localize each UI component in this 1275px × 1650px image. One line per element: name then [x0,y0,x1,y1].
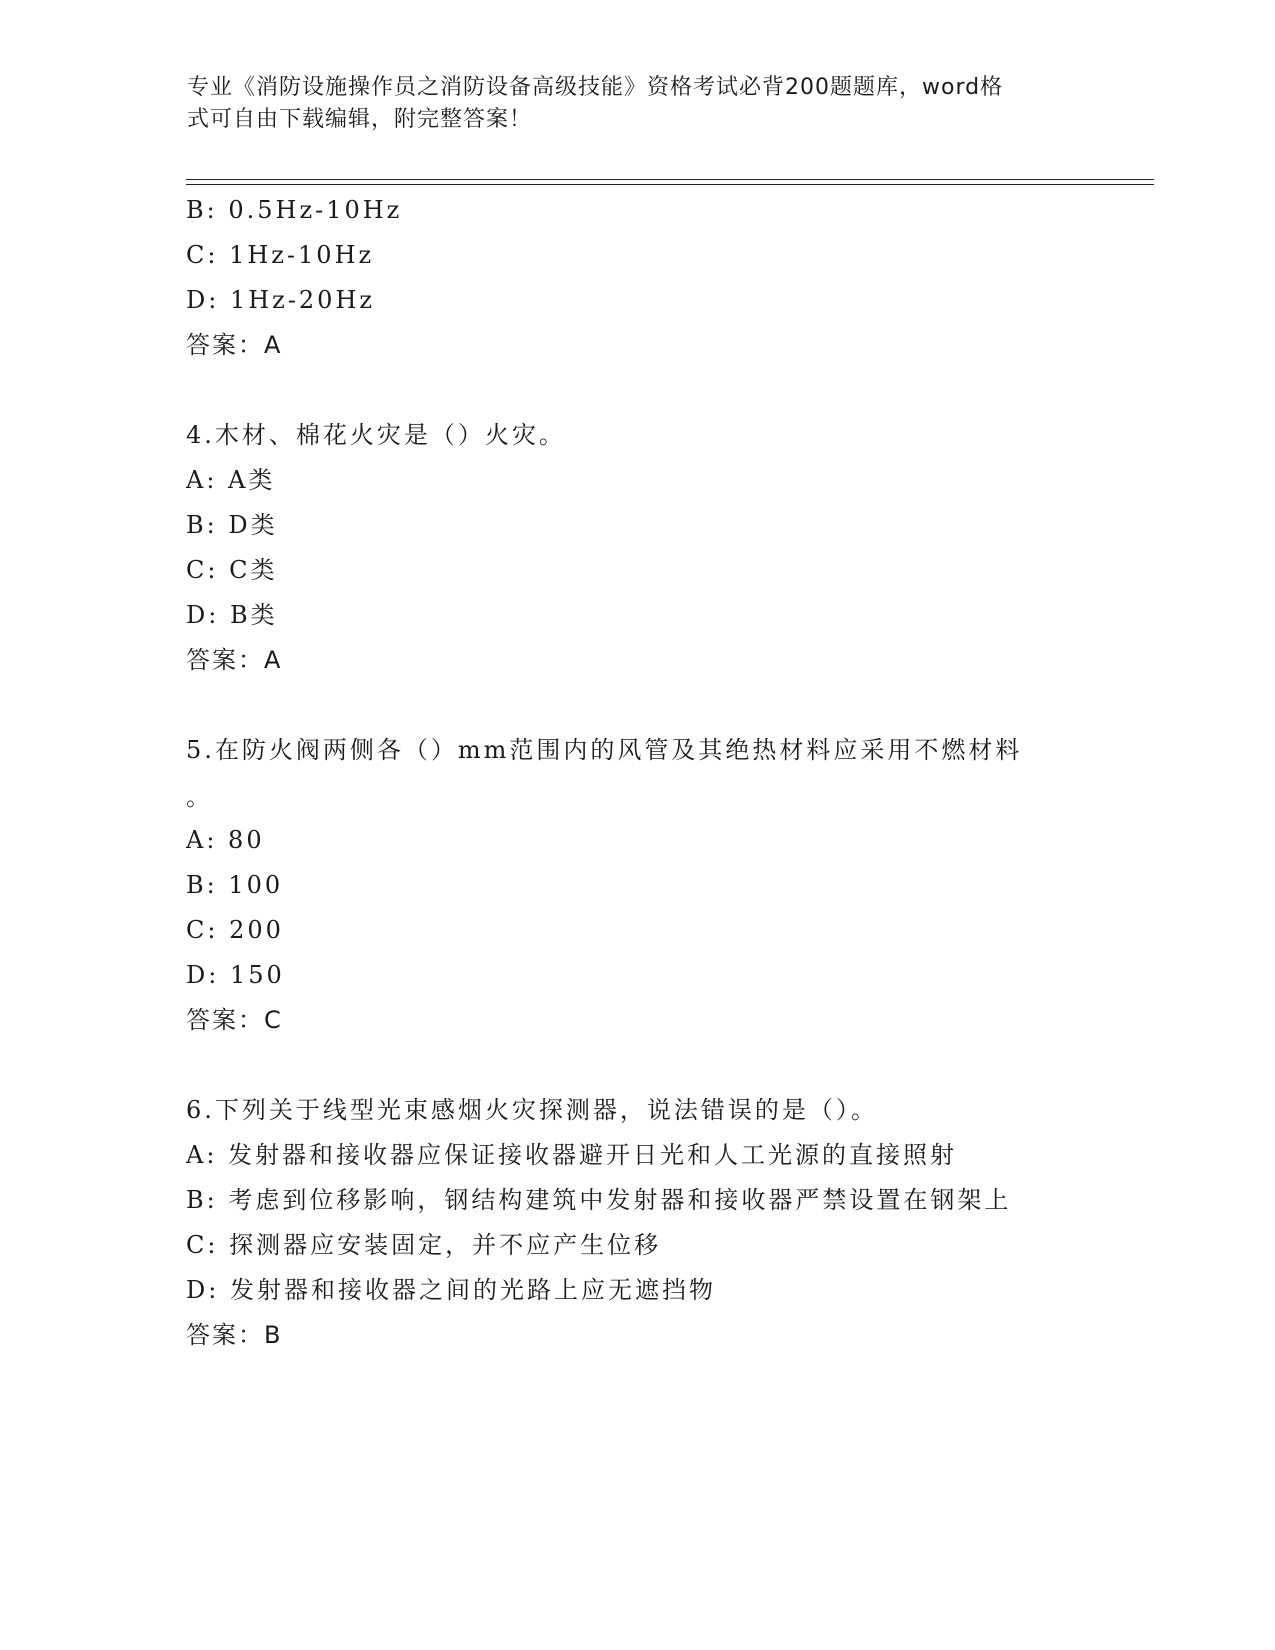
q6-option-b: B: 考虑到位移影响，钢结构建筑中发射器和接收器严禁设置在钢架上 [186,1186,1012,1214]
q5-option-b: B: 100 [186,871,284,899]
q5-answer: 答案：C [186,1006,283,1034]
q4-option-c: C: C类 [186,556,278,584]
q4-option-a: A: A类 [186,466,276,494]
header-line-1: 专业《消防设施操作员之消防设备高级技能》资格考试必背200题题库，word格 [187,75,1004,100]
q3-answer: 答案：A [186,331,283,359]
q6-answer: 答案：B [186,1321,283,1349]
q6-option-a: A: 发射器和接收器应保证接收器避开日光和人工光源的直接照射 [186,1141,958,1169]
document-header [187,72,1067,136]
q6-question: 6.下列关于线型光束感烟火灾探测器，说法错误的是（）。 [186,1096,878,1124]
q4-option-b: B: D类 [186,511,278,539]
q4-question: 4.木材、棉花火灾是（）火灾。 [186,421,566,449]
header-line-2: 式可自由下载编辑，附完整答案！ [187,107,533,132]
q5-option-d: D: 150 [186,961,285,989]
header-divider-top [186,179,1154,180]
q4-option-d: D: B类 [186,601,278,629]
q3-option-b: B: 0.5Hz-10Hz [186,196,403,224]
q3-option-d: D: 1Hz-20Hz [186,286,376,314]
header-divider-bottom [186,184,1154,185]
q6-option-d: D: 发射器和接收器之间的光路上应无遮挡物 [186,1276,716,1304]
q5-option-c: C: 200 [186,916,284,944]
q4-answer: 答案：A [186,646,283,674]
q5-question-line-2: 。 [186,783,213,811]
q5-question-line-1: 5.在防火阀两侧各（）mm范围内的风管及其绝热材料应采用不燃材料 [186,736,1023,764]
q3-option-c: C: 1Hz-10Hz [186,241,375,269]
q6-option-c: C: 探测器应安装固定，并不应产生位移 [186,1231,662,1259]
q5-option-a: A: 80 [186,826,265,854]
